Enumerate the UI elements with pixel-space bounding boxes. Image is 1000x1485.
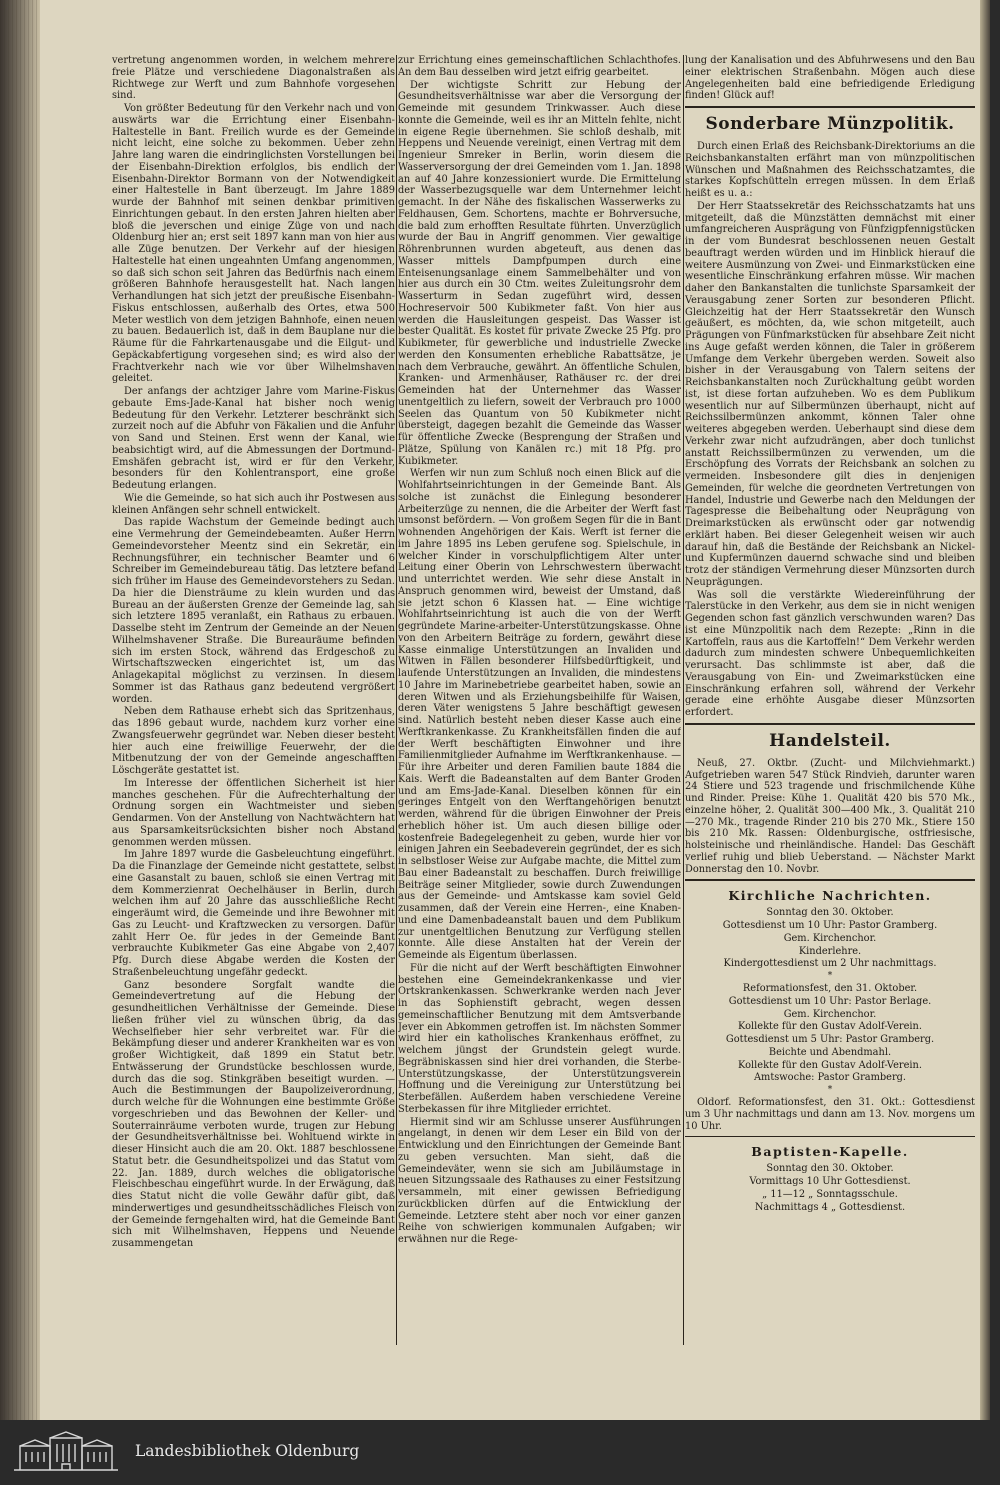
- church-line: Sonntag den 30. Oktober.: [766, 1163, 894, 1175]
- section-divider: [685, 106, 975, 108]
- newspaper-page: [40, 0, 990, 1420]
- paragraph: zur Errichtung eines gemeinschaftlichen Schlachthofes. An dem Bau desselben wird jetzt eifrig gearbeitet.: [398, 55, 681, 78]
- church-line: Kindergottesdienst um 2 Uhr nachmittags.: [723, 958, 937, 970]
- paragraph: Ganz besondere Sorgfalt wandte die Gemeindevertretung auf die Hebung der gesundheitlichen Verhältnisse der Gemeinde. Diese ließen früher viel zu wünschen übrig, da das Wechselfieber hier sehr verbreitet war. Für die Bekämpfung dieser und anderer Krankheiten war es von großer Wichtigkeit, daß 1899 ein Statut betr. Entwässerung der Grundstücke beschlossen wurde, durch das die sog. Stinkgräben beseitigt wurden. — Auch die Bestimmungen der Baupolizeiverordnung, durch welche für die Wohnungen eine bestimmte Größe vorgeschrieben und das Bewohnen der Keller- und Souterrainräume verboten wurde, trugen zur Hebung der Gesundheitsverhältnisse bei. Wohltuend wirkte in dieser Hinsicht auch die am 20. Okt. 1887 beschlossene Statut betr. die Gesundheitspolizei und das Statut vom 22. Jan. 1889, durch welches die obligatorische Fleischbeschau eingeführt wurde. In der Erwägung, daß dies Statut nicht die volle Gewähr dafür gibt, daß minderwertiges und gesundheitsschädliches Fleisch von der Gemeinde ferngehalten wird, hat die Gemeinde Bant sich mit Wilhelmshaven, Heppens und Neuende zusammengetan: [112, 979, 395, 1249]
- muenzpolitik-heading: Sonderbare Münzpolitik.: [705, 114, 955, 134]
- handelsteil-heading: Handelsteil.: [769, 730, 891, 751]
- column-rule-2: [683, 55, 684, 1345]
- paragraph: Neuß, 27. Oktbr. (Zucht- und Milchviehmarkt.) Aufgetrieben waren 547 Stück Rindvieh, darunter waren 24 Stiere und 523 tragende und frischmilchende Kühe und Rinder. Preise: Kühe 1. Qualität 420 bis 570 Mk., einzelne höher, 2. Qualität 300—400 Mk., 3. Qualität 210—270 Mk., tragende Rinder 210 bis 270 Mk., Stiere 150 bis 210 Mk. Rassen: Oldenburgische, ostfriesische, holsteinische und rheinländische. Handel: Das Geschäft verlief ruhig und blieb Ueberstand. — Nächster Markt Donnerstag den 10. Novbr.: [685, 757, 975, 875]
- church-line: Gem. Kirchenchor.: [783, 1008, 877, 1020]
- baptisten-kapelle-heading: Baptisten-Kapelle.: [751, 1144, 909, 1160]
- church-line: Gottesdienst um 5 Uhr: Pastor Gramberg.: [725, 1034, 935, 1045]
- article-column-3: [685, 55, 975, 1345]
- paragraph: Was soll die verstärkte Wiedereinführung der Talerstücke in den Verkehr, aus dem sie in nicht wenigen Gegenden schon fast gänzlich verschwunden waren? Das ist eine Münzpolitik nach dem Rezepte: „Rinn in die Kartoffeln, raus aus die Kartoffeln!“ Dem Verkehr werden dadurch zum mindesten schwere Unbequemlichkeiten verursacht. Das schlimmste ist aber, daß die Verausgabung von Ein- und Zweimarkstücken eine Einschränkung erfahren soll, während der Verkehr gerade eine erhöhte Ausgabe dieser Münzsorten erfordert.: [685, 589, 975, 718]
- church-line: Reformationsfest, den 31. Oktober.: [742, 983, 918, 994]
- paragraph: Oldorf. Reformationsfest, den 31. Okt.: Gottesdienst um 3 Uhr nachmittags und dann am 13. Nov. morgens um 10 Uhr.: [685, 1097, 975, 1132]
- paragraph: Neben dem Rathause erhebt sich das Spritzenhaus, das 1896 gebaut wurde, nachdem kurz vorher eine Zwangsfeuerwehr gegründet war. Neben dieser besteht hier auch eine freiwillige Feuerwehr, der die Mitbenutzung der von der Gemeinde angeschafften Löschgeräte gestattet ist.: [112, 706, 395, 776]
- church-line: „ 11—12 „ Sonntagsschule.: [762, 1188, 898, 1200]
- article-column-1: [112, 55, 395, 1345]
- paragraph: Das rapide Wachstum der Gemeinde bedingt auch eine Vermehrung der Gemeindebeamten. Außer Herrn Gemeindevorsteher Meentz sind ein Sekretär, ein Rechnungsführer, ein technischer Beamter und 6 Schreiber im Gemeindebureau tätig. Das letztere befand sich früher im Hause des Gemeindevorstehers zu Sedan. Da hier die Diensträume zu klein wurden und das Bureau an der äußersten Grenze der Gemeinde lag, sah sich letztere 1895 veranlaßt, ein Rathaus zu erbauen. Dasselbe steht im Zentrum der Gemeinde an der Neuen Wilhelmshavener Straße. Die Bureauräume befinden sich im ersten Stock, während das Erdgeschoß zu Wirtschaftszwecken eingerichtet ist, um das Anlagekapital möglichst zu verzinsen. In diesem Sommer ist das Rathaus ganz bedeutend vergrößert worden.: [112, 517, 395, 705]
- church-line: Kollekte für den Gustav Adolf-Verein.: [738, 1059, 922, 1071]
- column-rule-1: [396, 55, 397, 1345]
- viewer-footer: [0, 1420, 1000, 1485]
- paragraph: Im Interesse der öffentlichen Sicherheit ist hier manches geschehen. Für die Aufrechterhaltung der Ordnung sorgen ein Wachtmeister und sieben Gendarmen. Von der Anstellung von Nachtwächtern hat aus Sparsamkeitsrücksichten bisher noch Abstand genommen werden müssen.: [112, 777, 395, 848]
- section-divider: [685, 879, 975, 881]
- church-line: Nachmittags 4 „ Gottesdienst.: [754, 1201, 906, 1213]
- paragraph: Wie die Gemeinde, so hat sich auch ihr Postwesen aus kleinen Anfängen sehr schnell entwickelt.: [112, 492, 395, 516]
- church-line: Gem. Kirchenchor.: [783, 932, 877, 944]
- church-line: Beichte und Abendmahl.: [768, 1046, 892, 1058]
- paragraph: Der Herr Staatssekretär des Reichsschatzamts hat uns mitgeteilt, daß die Münzstätten demnächst mit einer umfangreicheren Ausprägung von Fünfzigpfennigstücken in der vom Bundesrat beschlossenen neuen Gestalt beauftragt werden würden und im Hinblick hierauf die weitere Ausmünzung von Zwei- und Einmarkstücken eine wesentliche Einschränkung erfahren müsse. Wir machen daher den Bankanstalten die tunlichste Sparsamkeit der Verausgabung zener Sorten zur besonderen Pflicht. Gleichzeitig hat der Herr Staatssekretär den Wunsch geäußert, es möchten, da, wie schon mitgeteilt, auch Prägungen von Fünfmarkstücken für absehbare Zeit nicht ins Auge gefaßt werden können, die Taler in größerem Umfange dem Verkehr übergeben werden. Soweit also bisher in der Verausgabung von Talern seitens der Reichsbankanstalten noch Zurückhaltung geübt worden ist, ist diese fortan aufzuheben. Wo es dem Publikum wesentlich nur auf Silbermünzen überhaupt, nicht auf Reichssilbermünzen ankommt, können Taler ohne weiteres abgegeben werden. Ueberhaupt sind diese dem Verkehr zwar nicht aufzudrängen, aber doch tunlichst anstatt Reichssilbermünzen zu verwenden, um die Erschöpfung des Vorrats der Reichsbank an solchen zu vermeiden. Insbesondere gilt dies in denjenigen Gemeinden, für welche die geordneten Vertretungen von Handel, Industrie und Gewerbe nach den Meldungen der Tagespresse die Beibehaltung oder Neuprägung von Dreimarkstücken als erwünscht oder gar notwendig erklärt haben. Bei dieser Gelegenheit weisen wir auch darauf hin, daß die Bestände der Reichsbank an Nickel- und Kupfermünzen dauernd schwache sind und bleiben trotz der ständigen Vermehrung dieser Münzsorten durch Neuprägungen.: [685, 200, 975, 588]
- article-column-2: [398, 55, 681, 1345]
- paragraph: Hiermit sind wir am Schlusse unserer Ausführungen angelangt, in denen wir dem Leser ein Bild von der Entwicklung und den Einrichtungen der Gemeinde Bant zu geben versuchten. Man sieht, daß die Gemeindeväter, wenn sie sich am Jubiläumstage in neuen Sitzungssaale des Rathauses zu einer Festsitzung versammeln, mit einer gewissen Befriedigung zurückblicken dürfen auf die Entwicklung der Gemeinde. Letztere steht aber noch vor einer ganzen Reihe von schwierigen kommunalen Aufgaben; wir erwähnen nur die Rege-: [398, 1116, 681, 1245]
- church-line: Gottesdienst um 10 Uhr: Pastor Gramberg.: [722, 920, 938, 931]
- church-line: Sonntag den 30. Oktober.: [766, 907, 894, 919]
- church-line: Kinderlehre.: [798, 945, 862, 957]
- paragraph: Für die nicht auf der Werft beschäftigten Einwohner bestehen eine Gemeindekrankenkasse und vier Ortskrankenkassen. Schwerkranke werden nach Jever in das Sophienstift gebracht, wegen dessen gemeinschaftlicher Benutzung mit dem Amtsverbande Jever ein Abkommen getroffen ist. Im nächsten Sommer wird hier ein katholisches Krankenhaus eröffnet, zu welchem jüngst der Grundstein gelegt wurde. Begräbniskassen sind hier drei vorhanden, die Sterbe-Unterstützungskasse, der Unterstützungsverein Hoffnung und die Vereinigung zur Unterstützung bei Sterbefällen. Außerdem haben verschiedene Vereine Sterbekassen für ihre Mitglieder errichtet.: [398, 962, 681, 1115]
- section-divider: [685, 723, 975, 725]
- church-line: Kollekte für den Gustav Adolf-Verein.: [738, 1021, 922, 1033]
- church-line: Vormittags 10 Uhr Gottesdienst.: [749, 1176, 911, 1187]
- paragraph: Von größter Bedeutung für den Verkehr nach und von auswärts war die Errichtung einer Eisenbahn-Haltestelle in Bant. Freilich wurde es der Gemeinde nicht leicht, eine solche zu bekommen. Ueber zehn Jahre lang waren die eindringlichsten Vorstellungen bei der Eisenbahn-Direktion erfolglos, bis endlich der Eisenbahn-Direktor Bormann von der Notwendigkeit einer Haltestelle in Bant überzeugt. Im Jahre 1889 wurde der Bahnhof mit seinen denkbar primitiven Einrichtungen gebaut. In den ersten Jahren hielten aber bloß die jeverschen und einige Züge von und nach Oldenburg hier an; erst seit 1897 kann man von hier aus alle Züge benutzen. Der Verkehr auf der hiesigen Haltestelle hat einen ungeahnten Umfang angenommen, so daß sich schon seit Jahren das Bedürfnis nach einem größeren Bahnhofe herausgestellt hat. Nach langen Verhandlungen hat sich jetzt der preußische Eisenbahn-Fiskus entschlossen, außerhalb des Ortes, etwa 500 Meter westlich von dem jetzigen Bahnhofe, einen neuen zu bauen. Bedauerlich ist, daß in dem Bauplane nur die Räume für die Fahrkartenausgabe und die Eilgut- und Gepäckabfertigung vorgesehen sind; es wird also der Frachtverkehr nach wie vor über Wilhelmshaven geleitet.: [112, 103, 395, 385]
- library-name: Landesbibliothek Oldenburg: [135, 1442, 360, 1460]
- library-building-icon: [10, 1430, 122, 1474]
- page-edge: [980, 0, 990, 1420]
- paragraph: vertretung angenommen worden, in welchem mehrere freie Plätze und verschiedene Diagonalstraßen als Richtwege zur Werft und zum Bahnhofe vorgesehen sind.: [112, 55, 395, 102]
- church-line: Gottesdienst um 10 Uhr: Pastor Berlage.: [728, 995, 932, 1007]
- church-line: Amtswoche: Pastor Gramberg.: [753, 1072, 907, 1084]
- paragraph: Der anfangs der achtziger Jahre vom Marine-Fiskus gebaute Ems-Jade-Kanal hat bisher noch wenig Bedeutung für den Verkehr. Letzterer beschränkt sich zurzeit noch auf die Abfuhr von Fäkalien und die Anfuhr von Sand und Steinen. Erst wenn der Kanal, wie beabsichtigt wird, auf die Abmessungen der Dortmund-Emshäfen gebracht ist, wird er für den Verkehr, besonders für den Kohlentransport, eine große Bedeutung erlangen.: [112, 386, 395, 491]
- section-divider: [685, 1136, 975, 1137]
- paragraph: Im Jahre 1897 wurde die Gasbeleuchtung eingeführt. Da die Finanzlage der Gemeinde nicht gestattete, selbst eine Gasanstalt zu bauen, schloß sie einen Vertrag mit dem Kommerzienrat Oechelhäuser in Berlin, durch welchen ihm auf 20 Jahre das ausschließliche Recht eingeräumt wird, die Gemeinde und ihre Bewohner mit Gas zu Leucht- und Kraftzwecken zu versorgen. Dafür zahlt Herr Oe. für jedes in der Gemeinde Bant verbrauchte Kubikmeter Gas eine Abgabe von 2,407 Pfg. Durch diese Abgabe werden die Kosten der Straßenbeleuchtung ungefähr gedeckt.: [112, 849, 395, 978]
- paragraph: Durch einen Erlaß des Reichsbank-Direktoriums an die Reichsbankanstalten erfährt man von münzpolitischen Wünschen und Maßnahmen des Reichsschatzamtes, die starkes Kopfschütteln erregen müssen. In dem Erlaß heißt es u. a.:: [685, 141, 975, 199]
- separator-star: *: [827, 1085, 833, 1095]
- paragraph: Der wichtigste Schritt zur Hebung der Gesundheitsverhältnisse war aber die Versorgung der Gemeinde mit gesundem Trinkwasser. Auch diese konnte die Gemeinde, weil es ihr an Mitteln fehlte, nicht in eigene Regie übernehmen. Sie schloß deshalb, mit Heppens und Neuende vereinigt, einen Vertrag mit dem Ingenieur Smreker in Berlin, worin diesem die Wasserversorgung der drei Gemeinden vom 1. Jan. 1898 an auf 40 Jahre konzessioniert wurde. Die Ermittelung der Wasserbezugsquelle war dem Unternehmer leicht gemacht. In der Nähe des fiskalischen Wasserwerks zu Feldhausen, Gem. Schortens, machte er Bohrversuche, die bald zum erhofften Resultate führten. Unverzüglich wurde der Bau in Angriff genommen. Vier gewaltige Röhrenbrunnen wurden abgeteuft, aus denen das Wasser mittels Dampfpumpen durch eine Enteisenungsanlage einem Sammelbehälter und von hier aus durch ein 30 Ctm. weites Zuleitungsrohr dem Wasserturm in Sedan zugeführt wird, dessen Hochreservoir 500 Kubikmeter faßt. Von hier aus werden die Hausleitungen gespeist. Das Wasser ist bester Qualität. Es kostet für private Zwecke 25 Pfg. pro Kubikmeter, für gewerbliche und industrielle Zwecke werden den Konsumenten erhebliche Rabattsätze, je nach dem Verbrauche, gewährt. An öffentliche Schulen, Kranken- und Armenhäuser, Rathäuser rc. der drei Gemeinden hat der Unternehmer das Wasser unentgeltlich zu liefern, soweit der Verbrauch pro 1000 Seelen das Quantum von 50 Kubikmeter nicht übersteigt, dagegen bezahlt die Gemeinde das Wasser für öffentliche Zwecke (Besprengung der Straßen und Plätze, Spülung von Kanälen rc.) mit 18 Pfg. pro Kubikmeter.: [398, 79, 681, 467]
- paragraph: lung der Kanalisation und des Abfuhrwesens und den Bau einer elektrischen Straßenbahn. Mögen auch diese Angelegenheiten bald eine befriedigende Erledigung finden! Glück auf!: [685, 55, 975, 102]
- separator-star: *: [827, 971, 833, 981]
- kirchliche-nachrichten-heading: Kirchliche Nachrichten.: [728, 888, 932, 904]
- book-binding: [0, 0, 40, 1420]
- paragraph: Werfen wir nun zum Schluß noch einen Blick auf die Wohlfahrtseinrichtungen in der Gemeinde Bant. Als solche ist zunächst die Einlegung besonderer Arbeiterzüge zu nennen, die die Arbeiter der Werft fast umsonst befördern. — Von großem Segen für die in Bant wohnenden Angehörigen der Kais. Werft ist ferner die im Jahre 1895 ins Leben gerufene sog. Spielschule, in welcher Kinder in vorschulpflichtigem Alter unter Leitung einer Oberin von Lehrschwestern überwacht und unterrichtet werden. Wie sehr diese Anstalt in Anspruch genommen wird, beweist der Umstand, daß sie jetzt schon 6 Klassen hat. — Eine wichtige Wohlfahrtseinrichtung ist auch die von der Werft gegründete Marine-arbeiter-Unterstützungskasse. Ohne von den Arbeitern Beiträge zu fordern, gewährt diese Kasse einmalige Unterstützungen an Invaliden und Witwen in Fällen besonderer Hilfsbedürftigkeit, und laufende Unterstützungen an Invaliden, die mindestens 10 Jahre im Marinebetriebe gearbeitet haben, sowie an deren Witwen und als Erziehungsbeihilfe für Waisen, deren Väter wenigstens 5 Jahre beschäftigt gewesen sind. Natürlich besteht neben dieser Kasse auch eine Werftkrankenkasse. Zu Krankheitsfällen finden die auf der Werft beschäftigten Einwohner und ihre Familienmitglieder Aufnahme im Werftkrankenhause. — Für ihre Arbeiter und deren Familien baute 1884 die Kais. Werft die Badeanstalten auf dem Banter Groden und am Ems-Jade-Kanal. Dieselben können für ein geringes Entgelt von den Werftangehörigen benutzt werden, während für die übrigen Einwohner der Preis erheblich höher ist. Um auch diesen billige oder kostenfreie Badegelegenheit zu geben, wurde hier vor einigen Jahren ein Seebadeverein gegründet, der es sich in selbstloser Weise zur Aufgabe machte, die Mittel zum Bau einer Badeanstalt zu beschaffen. Durch freiwillige Beiträge seiner Mitglieder, sowie durch Zuwendungen aus der Gemeinde- und Amtskasse kam soviel Geld zusammen, daß der Verein eine Herren-, eine Knaben- und eine Damenbadeanstalt bauen und dem Publikum zur unentgeltlichen Benutzung zur Verfügung stellen konnte. Alle diese Anstalten hat der Verein der Gemeinde als Eigentum überlassen.: [398, 468, 681, 961]
